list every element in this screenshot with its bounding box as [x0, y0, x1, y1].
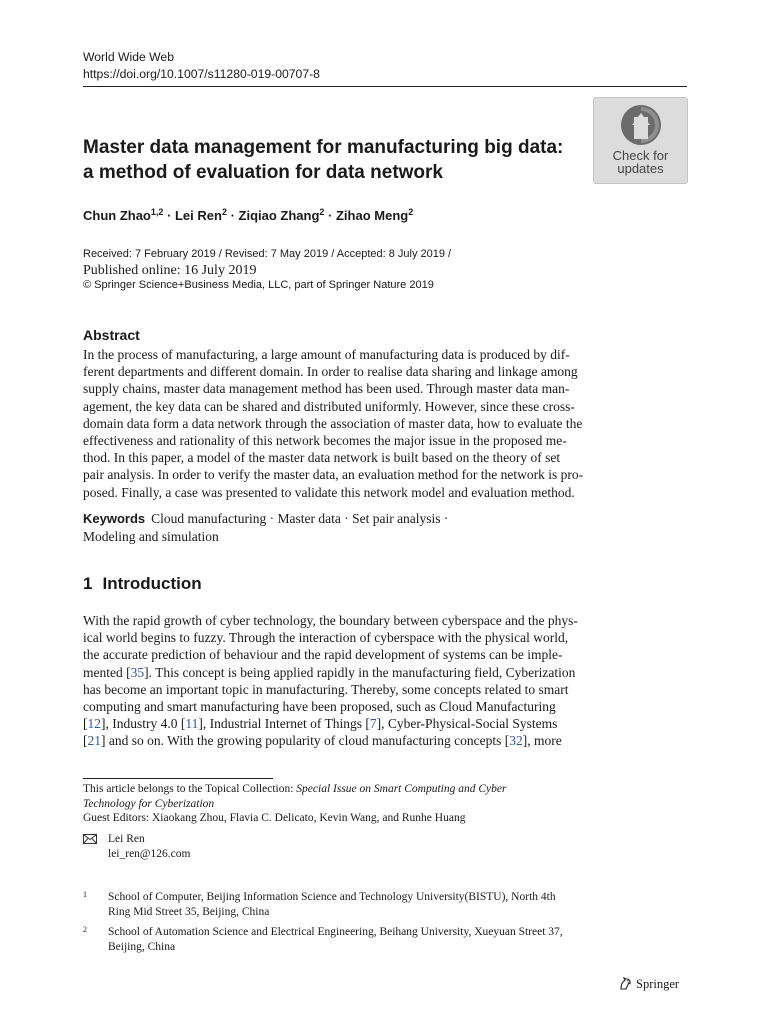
keywords-line-2: Modeling and simulation — [83, 529, 219, 544]
title-line-1: Master data management for manufacturing big data: — [83, 137, 564, 158]
springer-horse-icon — [618, 976, 633, 991]
intro-line — [83, 715, 687, 732]
intro-text: ical world begins to fuzzy. Through the interaction of cyberspace with the physical world, — [83, 630, 569, 646]
intro-text: ]. This concept is being applied rapidly in the manufacturing field, Cyberization — [144, 664, 576, 680]
citation-link[interactable]: 35 — [130, 664, 145, 680]
header-rule — [83, 86, 687, 87]
collection-name: Special Issue on Smart Computing and Cyber — [296, 783, 507, 795]
intro-text: ], Cyber-Physical-Social Systems — [376, 716, 558, 732]
author-separator: · — [163, 208, 175, 223]
affiliation-number: 1 — [83, 890, 87, 899]
intro-text: With the rapid growth of cyber technology, the boundary between cyberspace and the phys- — [83, 613, 578, 628]
affiliation-number: 2 — [83, 925, 87, 934]
intro-text: the accurate prediction of behaviour and the rapid development of systems can be imple- — [83, 647, 563, 663]
affiliation — [83, 925, 687, 955]
affiliation-line: School of Computer, Beijing Information Science and Technology University(BISTU), North 4th — [108, 891, 556, 903]
abstract-heading: Abstract — [83, 327, 140, 343]
abstract-line: posed. Finally, a case was presented to validate this network model and evaluation method. — [83, 484, 575, 500]
abstract-line: thod. In this paper, a model of the master data network is built based on the theory of set — [83, 450, 561, 466]
footnote-prefix: This article belongs to the Topical Collection: — [83, 783, 297, 795]
check-for-updates-icon — [619, 103, 663, 147]
keywords-line-1: Cloud manufacturing · Master data · Set pair analysis · — [151, 511, 449, 526]
envelope-icon — [83, 834, 97, 844]
intro-line — [83, 732, 687, 749]
contact-name: Lei Ren — [108, 833, 145, 845]
citation-link[interactable]: 21 — [87, 733, 101, 749]
check-for-updates-badge[interactable] — [593, 97, 688, 184]
introduction-paragraph — [83, 612, 687, 750]
abstract-line: pair analysis. In order to verify the master data, an evaluation method for the network is pro- — [83, 467, 584, 483]
affiliation-line: Beijing, China — [108, 941, 176, 953]
collection-name-cont: Technology for Cyberization — [83, 797, 215, 810]
abstract-line: agement, the key data can be shared and distributed uniformly. However, since these cross- — [83, 398, 575, 414]
section-number: 1 — [83, 574, 93, 593]
doi-link[interactable]: https://doi.org/10.1007/s11280-019-00707-8 — [83, 66, 320, 81]
abstract-line: supply chains, master data management method has been used. Through master data man- — [83, 381, 570, 397]
badge-line-1: Check for — [612, 148, 669, 163]
intro-text: computing and smart manufacturing have been proposed, such as Cloud Manufacturing — [83, 699, 556, 715]
corresponding-author — [83, 832, 190, 862]
intro-line — [83, 664, 687, 681]
intro-text: ], more — [522, 733, 562, 749]
author-affiliation-marker: 2 — [221, 207, 227, 217]
copyright-line: © Springer Science+Business Media, LLC, part of Springer Nature 2019 — [83, 279, 434, 291]
intro-text: mented [ — [83, 664, 131, 680]
author-separator: · — [324, 208, 336, 223]
abstract-line: ferent departments and different domain. In order to realise data sharing and linkage among — [83, 364, 578, 380]
author-affiliation-marker: 2 — [408, 207, 414, 217]
affiliation-line: School of Automation Science and Electrical Engineering, Beihang University, Xueyuan Street 37, — [108, 926, 563, 938]
intro-text: [ — [83, 716, 88, 732]
intro-line — [83, 698, 687, 715]
author-name[interactable]: Zihao Meng — [335, 208, 409, 223]
topical-collection-footnote — [83, 782, 687, 826]
received-dates: Received: 7 February 2019 / Revised: 7 May 2019 / Accepted: 8 July 2019 / — [83, 248, 452, 260]
abstract-line: effectiveness and rationality of this network becomes the major issue in the proposed me- — [83, 433, 567, 449]
intro-text: [ — [83, 733, 88, 749]
intro-line — [83, 612, 687, 629]
abstract-line: In the process of manufacturing, a large amount of manufacturing data is produced by dif- — [83, 347, 570, 362]
author-name[interactable]: Ziqiao Zhang — [238, 208, 320, 223]
intro-text: has become an important topic in manufacturing. Thereby, some concepts related to smart — [83, 681, 569, 697]
title-line-2: a method of evaluation for data network — [83, 161, 443, 183]
guest-editors: Guest Editors: Xiaokang Zhou, Flavia C. Delicato, Kevin Wang, and Runhe Huang — [83, 812, 466, 824]
keywords-heading: Keywords — [83, 511, 146, 526]
journal-header — [83, 49, 320, 82]
intro-text: ], Industrial Internet of Things [ — [198, 716, 370, 732]
citation-link[interactable]: 11 — [185, 716, 199, 732]
intro-line — [83, 629, 687, 646]
badge-line-2: updates — [617, 160, 664, 176]
contact-email[interactable]: lei_ren@126.com — [108, 848, 191, 860]
affiliation-line: Ring Mid Street 35, Beijing, China — [108, 906, 270, 918]
journal-name: World Wide Web — [83, 50, 174, 64]
citation-link[interactable]: 12 — [87, 716, 101, 732]
footnote-rule — [83, 778, 273, 779]
affiliation — [83, 890, 687, 920]
keywords-block — [83, 510, 687, 546]
abstract-line: domain data form a data network through the association of master data, how to evaluate the — [83, 415, 583, 431]
article-title — [83, 136, 593, 185]
author-list — [83, 207, 413, 223]
author-name[interactable]: Chun Zhao — [83, 208, 151, 223]
publisher-logo — [618, 976, 679, 992]
author-affiliation-marker: 2 — [319, 207, 325, 217]
section-title: Introduction — [102, 574, 202, 593]
intro-text: ], Industry 4.0 [ — [101, 716, 186, 732]
author-name[interactable]: Lei Ren — [174, 208, 222, 223]
section-heading — [83, 574, 202, 594]
citation-link[interactable]: 32 — [509, 733, 523, 749]
intro-line — [83, 646, 687, 663]
publisher-name: Springer — [636, 977, 680, 991]
author-affiliation-marker: 1,2 — [150, 207, 164, 217]
intro-text: ] and so on. With the growing popularity of cloud manufacturing concepts [ — [101, 733, 510, 749]
abstract-body — [83, 346, 687, 501]
author-separator: · — [226, 208, 239, 223]
citation-link[interactable]: 7 — [369, 716, 377, 732]
published-date: Published online: 16 July 2019 — [83, 263, 257, 278]
intro-line — [83, 681, 687, 698]
